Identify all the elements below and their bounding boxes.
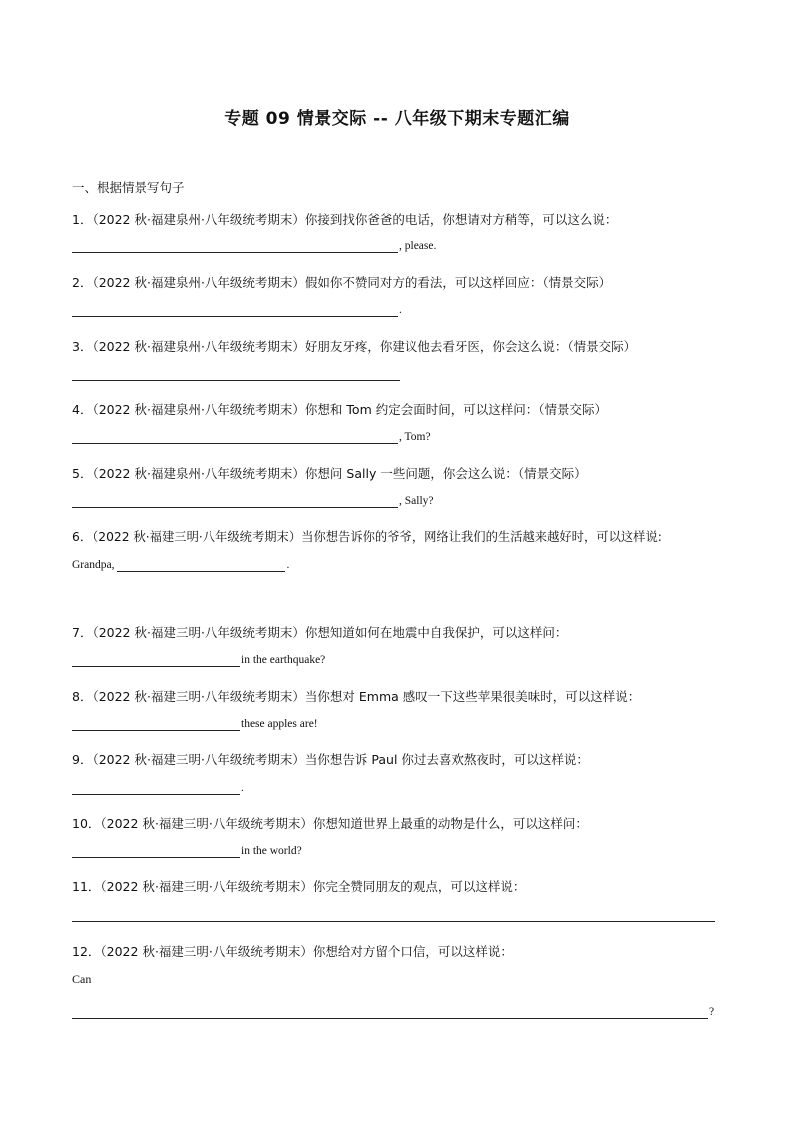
- answer-9: [72, 780, 244, 795]
- question-7: 7．（2022 秋·福建三明·八年级统考期末）你想知道如何在地震中自我保护，可以这样问：: [72, 625, 568, 640]
- answer-suffix: .: [286, 559, 290, 571]
- answer-3: [72, 366, 400, 381]
- answer-blank[interactable]: [72, 716, 240, 731]
- answer-prefix: Can: [72, 972, 92, 986]
- question-11: 11．（2022 秋·福建三明·八年级统考期末）你完全赞同朋友的观点，可以这样说：: [72, 879, 526, 894]
- answer-suffix: , Tom?: [399, 431, 431, 443]
- answer-blank[interactable]: [72, 429, 398, 444]
- answer-blank[interactable]: [72, 843, 240, 858]
- answer-suffix: , please.: [399, 240, 437, 252]
- answer-blank[interactable]: [72, 302, 398, 317]
- page-title: 专题 09 情景交际 -- 八年级下期末专题汇编: [224, 109, 570, 129]
- answer-suffix: ?: [709, 1006, 715, 1018]
- answer-blank[interactable]: [72, 907, 715, 922]
- answer-11: [72, 907, 715, 922]
- question-1: 1．（2022 秋·福建泉州·八年级统考期末）你接到找你爸爸的电话，你想请对方稍等，可以这么说：: [72, 212, 618, 227]
- answer-8: [72, 716, 318, 731]
- section-heading: 一、根据情景写句子: [72, 180, 185, 195]
- answer-6: [72, 557, 289, 572]
- answer-blank[interactable]: [117, 557, 285, 572]
- answer-4: [72, 429, 431, 444]
- answer-suffix: , Sally?: [399, 495, 434, 507]
- answer-7: [72, 652, 325, 667]
- answer-1: [72, 238, 436, 253]
- answer-suffix: .: [241, 782, 244, 794]
- answer-blank[interactable]: [72, 366, 400, 381]
- question-3: 3．（2022 秋·福建泉州·八年级统考期末）好朋友牙疼，你建议他去看牙医，你会这么说：（情景交际）: [72, 339, 637, 354]
- answer-2: [72, 302, 402, 317]
- question-8: 8．（2022 秋·福建三明·八年级统考期末）当你想对 Emma 感叹一下这些苹果很美味时，可以这样说：: [72, 689, 641, 704]
- question-9: 9．（2022 秋·福建三明·八年级统考期末）当你想告诉 Paul 你过去喜欢熬夜时，可以这样说：: [72, 752, 589, 767]
- question-6: 6．（2022 秋·福建三明·八年级统考期末）当你想告诉你的爷爷，网络让我们的生活越来越好时，可以这样说:: [72, 530, 662, 544]
- answer-blank[interactable]: [72, 493, 398, 508]
- question-4: 4．（2022 秋·福建泉州·八年级统考期末）你想和 Tom 约定会面时间，可以这样问：（情景交际）: [72, 402, 607, 417]
- answer-prefix: Grandpa,: [72, 559, 115, 571]
- answer-blank[interactable]: [72, 780, 240, 795]
- answer-10: [72, 843, 302, 858]
- answer-suffix: .: [399, 304, 402, 316]
- answer-blank[interactable]: [72, 652, 240, 667]
- answer-12: [72, 1004, 714, 1019]
- answer-suffix: in the world?: [241, 845, 302, 857]
- question-2: 2．（2022 秋·福建泉州·八年级统考期末）假如你不赞同对方的看法，可以这样回应：（情景交际）: [72, 275, 612, 290]
- question-5: 5．（2022 秋·福建泉州·八年级统考期末）你想问 Sally 一些问题，你会这么说：（情景交际）: [72, 466, 587, 481]
- answer-5: [72, 493, 434, 508]
- question-10: 10．（2022 秋·福建三明·八年级统考期末）你想知道世界上最重的动物是什么，可以这样问：: [72, 816, 588, 831]
- question-12: 12．（2022 秋·福建三明·八年级统考期末）你想给对方留个口信，可以这样说：: [72, 944, 513, 959]
- answer-blank[interactable]: [72, 1004, 708, 1019]
- answer-blank[interactable]: [72, 238, 398, 253]
- answer-suffix: in the earthquake?: [241, 654, 326, 666]
- answer-suffix: these apples are!: [241, 718, 318, 730]
